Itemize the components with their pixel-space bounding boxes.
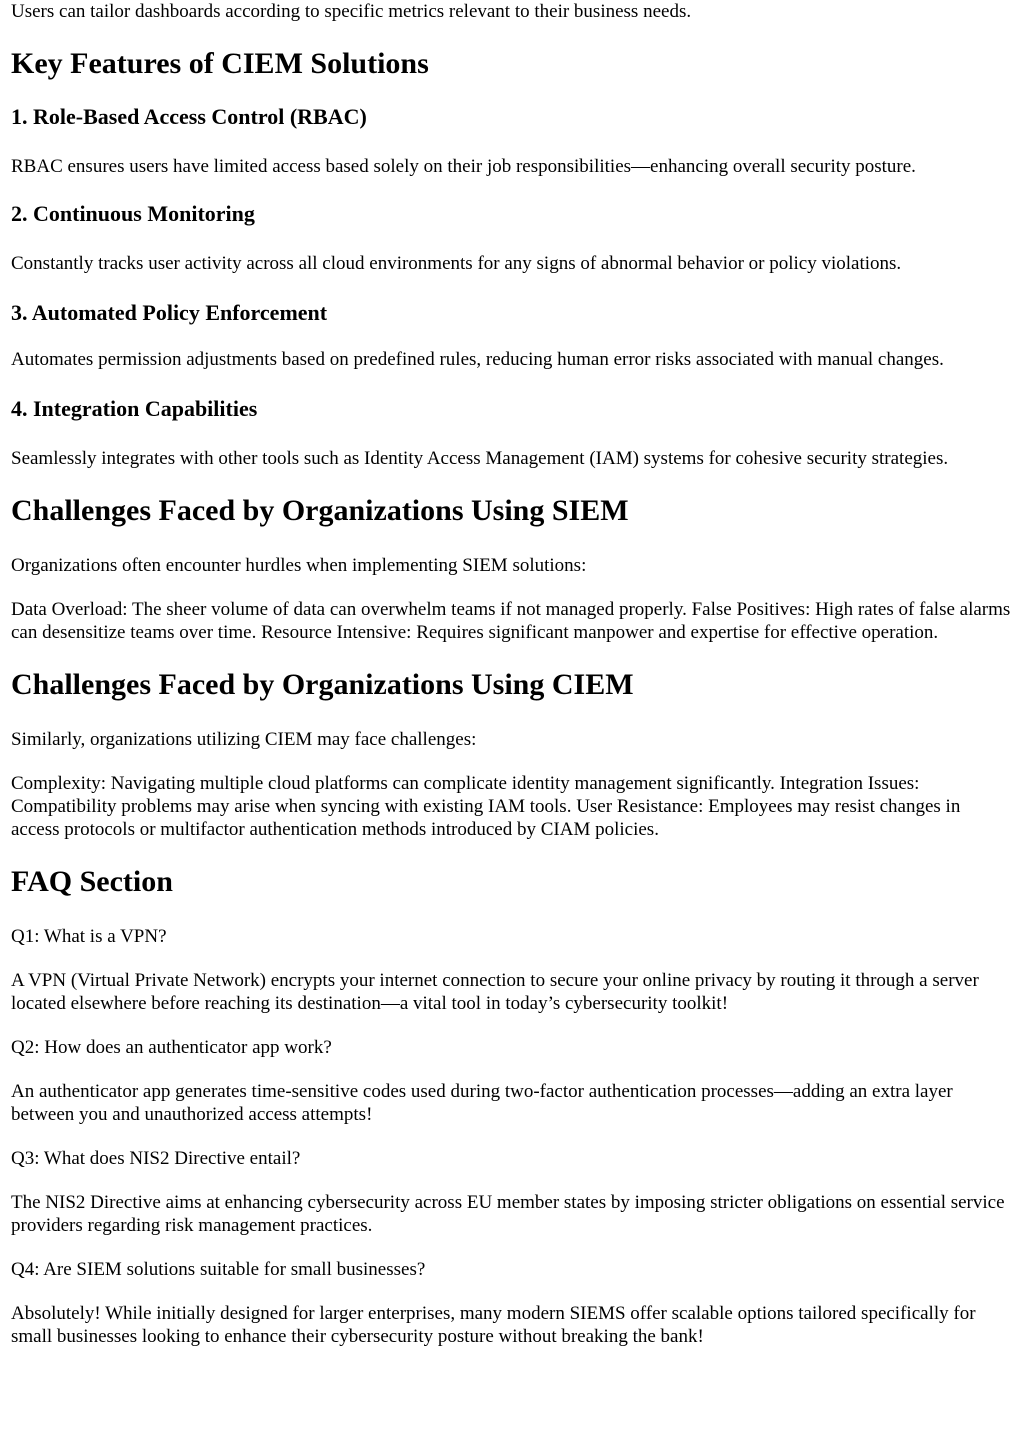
feature-integration-title: 4. Integration Capabilities <box>11 396 258 421</box>
ciem-challenges-list: Complexity: Navigating multiple cloud platforms can complicate identity management significantly. Integration Issues: Compatibility problems may arise when syncing with existing IAM tools. User Resistance: Employees may resist changes in access protocols or multifactor authentication methods introduced by CIAM policies. <box>11 773 961 840</box>
features-heading: Key Features of CIEM Solutions <box>11 47 429 80</box>
feature-rbac-title: 1. Role-Based Access Control (RBAC) <box>11 104 367 129</box>
siem-challenges-heading: Challenges Faced by Organizations Using SIEM <box>11 494 629 527</box>
faq-answer: Absolutely! While initially designed for larger enterprises, many modern SIEMS offer scalable options tailored specifically for small businesses looking to enhance their cybersecurity posture without breaking the bank! <box>11 1303 976 1347</box>
faq-question: Q1: What is a VPN? <box>11 926 167 947</box>
feature-policy-text: Automates permission adjustments based on predefined rules, reducing human error risks associated with manual changes. <box>11 349 944 370</box>
siem-challenges-list: Data Overload: The sheer volume of data can overwhelm teams if not managed properly. False Positives: High rates of false alarms can desensitize teams over time. Resource Intensive: Requires significant manpower and expertise for effective operation. <box>11 599 1011 643</box>
article-body <box>11 0 1011 1348</box>
faq-answer: A VPN (Virtual Private Network) encrypts your internet connection to secure your online privacy by routing it through a server located elsewhere before reaching its destination—a vital tool in today’s cybersecurity toolkit! <box>11 970 979 1014</box>
faq-question: Q4: Are SIEM solutions suitable for small businesses? <box>11 1259 426 1280</box>
feature-monitoring-text: Constantly tracks user activity across all cloud environments for any signs of abnormal behavior or policy violations. <box>11 253 902 274</box>
faq-question: Q3: What does NIS2 Directive entail? <box>11 1148 301 1169</box>
feature-integration-text: Seamlessly integrates with other tools such as Identity Access Management (IAM) systems for cohesive security strategies. <box>11 448 949 469</box>
faq-answer: The NIS2 Directive aims at enhancing cybersecurity across EU member states by imposing stricter obligations on essential service providers regarding risk management practices. <box>11 1192 1005 1236</box>
siem-challenges-intro: Organizations often encounter hurdles when implementing SIEM solutions: <box>11 555 587 576</box>
feature-monitoring-title: 2. Continuous Monitoring <box>11 201 255 226</box>
ciem-challenges-intro: Similarly, organizations utilizing CIEM may face challenges: <box>11 729 477 750</box>
faq-answer: An authenticator app generates time-sensitive codes used during two-factor authentication processes—adding an extra layer between you and unauthorized access attempts! <box>11 1081 953 1125</box>
ciem-challenges-heading: Challenges Faced by Organizations Using CIEM <box>11 668 634 701</box>
faq-heading: FAQ Section <box>11 865 173 898</box>
intro-paragraph: Users can tailor dashboards according to specific metrics relevant to their business needs. <box>11 1 692 22</box>
feature-policy-title: 3. Automated Policy Enforcement <box>11 300 328 325</box>
feature-rbac-text: RBAC ensures users have limited access based solely on their job responsibilities—enhancing overall security posture. <box>11 156 916 177</box>
faq-question: Q2: How does an authenticator app work? <box>11 1037 332 1058</box>
